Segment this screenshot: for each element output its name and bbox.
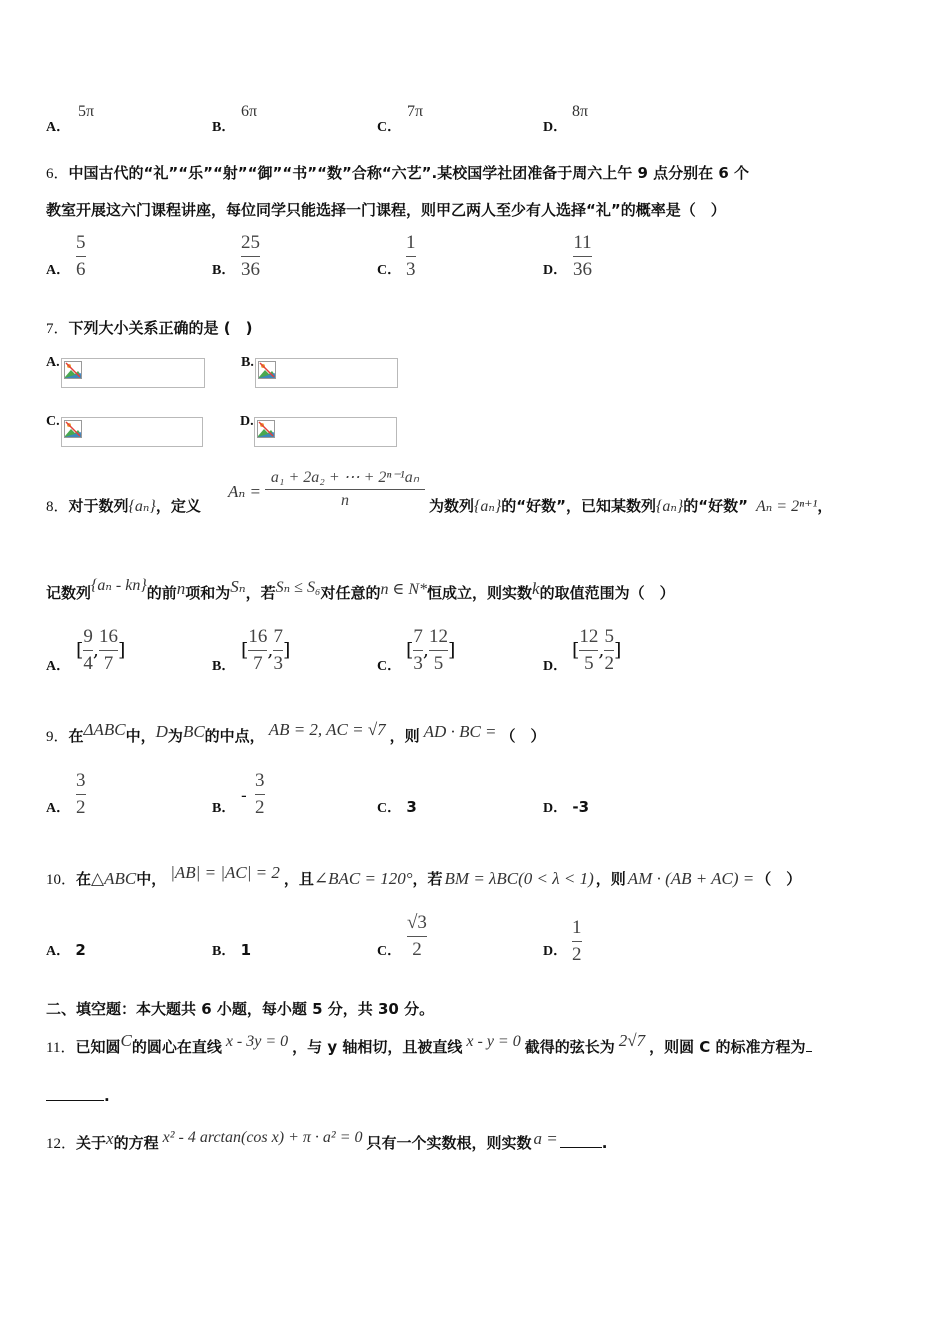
q7-option-b-image xyxy=(255,358,398,388)
q10-option-d-label: D． xyxy=(543,944,568,959)
q10-stem: 10．在△ABC中， |AB| = |AC| = 2 ，且∠BAC = 120°，若 BM = λBC(0 < λ < 1) ，则 AM · (AB + AC) = （ ） xyxy=(46,863,802,888)
q7-option-b-label: B. xyxy=(241,355,254,370)
option-label: D． xyxy=(543,120,568,135)
q9-option-a-label: A． xyxy=(46,801,71,816)
question-number: 11． xyxy=(46,1040,76,1056)
q7-stem xyxy=(46,317,252,338)
numerator: 25 xyxy=(241,232,260,253)
question-text: 下列大小关系正确的是 ( ) xyxy=(68,319,253,337)
q11-stem: 11．已知圆C的圆心在直线 x - 3y = 0 ，与 y 轴相切，且被直线 x - y = 0 截得的弦长为 2√7 ，则圆 C 的标准方程为 xyxy=(46,1036,812,1057)
bracket: [ xyxy=(76,639,84,662)
q9-option-d: D． -3 xyxy=(543,798,590,816)
question-number: 8． xyxy=(46,499,69,515)
option-label: A． xyxy=(46,120,71,135)
denominator: 6 xyxy=(76,258,86,280)
q5-option-d-value: 8π xyxy=(572,103,589,120)
q7-option-c-image xyxy=(61,417,203,447)
question-number: 9． xyxy=(46,729,69,745)
broken-image-icon xyxy=(258,361,276,379)
q5-option-c-value: 7π xyxy=(407,103,424,120)
denominator: 3 xyxy=(406,258,416,280)
q6-option-a-label: A． xyxy=(46,263,71,278)
q5-option-c xyxy=(377,116,401,136)
q5-option-d xyxy=(543,116,567,136)
denominator: n xyxy=(341,492,349,510)
q10-option-b: B． 1 xyxy=(212,941,252,959)
question-number: 6． xyxy=(46,166,69,182)
sequence-symbol: {aₙ - kn} xyxy=(91,577,147,594)
q8-line1-end: 为数列{aₙ}的“好数”，已知某数列{aₙ}的“好数” Aₙ = 2ⁿ⁺¹， xyxy=(429,497,833,515)
q8-option-c-interval: [ $\frac{7}{3}$ , $\frac{12}{5}$ ] xyxy=(406,626,456,674)
q9-option-b-label: B． xyxy=(212,801,236,816)
q6-option-d-label: D． xyxy=(543,263,568,278)
inequality: Sₙ ≤ S₆ xyxy=(275,579,321,596)
q6-option-c-label: C． xyxy=(377,263,402,278)
broken-image-icon xyxy=(64,361,82,379)
q8-line2: 记数列{aₙ - kn}的前n项和为Sₙ，若Sₙ ≤ S₆对任意的n ∈ N*恒成立，则实数k的取值范围为（ ） xyxy=(46,577,675,602)
section-heading: 二、填空题：本大题共 6 小题，每小题 5 分，共 30 分。 xyxy=(46,1000,435,1018)
q9-option-c: C． 3 xyxy=(377,798,417,816)
q6-option-b-fraction xyxy=(241,232,260,281)
denominator: 36 xyxy=(573,258,592,280)
q8-option-d-label: D． xyxy=(543,659,568,674)
q6-line2: 教室开展这六门课程讲座，每位同学只能选择一门课程，则甲乙两人至少有人选择“礼”的概率是（ ） xyxy=(46,201,726,219)
q6-option-c-fraction xyxy=(406,232,416,281)
q6-option-a-fraction xyxy=(76,232,86,281)
q5-option-b-value: 6π xyxy=(241,103,258,120)
numerator: 5 xyxy=(76,232,86,253)
q7-option-a-image xyxy=(61,358,205,388)
q6-option-d-fraction xyxy=(573,232,592,281)
q5-option-a xyxy=(46,116,70,136)
q7-option-d-image xyxy=(254,417,397,447)
option-label: C． xyxy=(377,120,402,135)
equation: x² - 4 arctan(cos x) + π · a² = 0 xyxy=(162,1129,363,1146)
q5-option-a-value: 5π xyxy=(78,103,95,120)
q10-option-a: A． 2 xyxy=(46,941,86,959)
broken-image-icon xyxy=(257,420,275,438)
question-number: 12． xyxy=(46,1136,77,1152)
q9-option-a-fraction: 3 2 xyxy=(76,770,86,818)
q9-option-b-fraction: 3 2 xyxy=(255,770,265,818)
q8-An-symbol: Aₙ = xyxy=(228,482,261,501)
q12-stem: 12．关于x的方程 x² - 4 arctan(cos x) + π · a² = 0 只有一个实数根，则实数 a = . xyxy=(46,1129,608,1152)
q8-option-b-label: B． xyxy=(212,659,236,674)
q6-line1 xyxy=(46,162,749,183)
sequence-symbol: {aₙ} xyxy=(128,498,156,515)
numerator: a₁ + 2a₂ + ⋯ + 2ⁿ⁻¹aₙ xyxy=(270,469,420,486)
question-number: 7． xyxy=(46,321,69,337)
q8-option-a-interval: [ $\frac{9}{4}$ , $\frac{16}{7}$ ] xyxy=(76,626,126,674)
numerator: 11 xyxy=(573,232,592,253)
good-number-formula: Aₙ = 2ⁿ⁺¹ xyxy=(756,498,818,515)
q10-option-c-fraction: √3 2 xyxy=(407,912,427,960)
q7-option-d-label: D. xyxy=(240,414,254,429)
answer-blank[interactable] xyxy=(560,1147,602,1148)
q8-option-d-interval: [ $\frac{12}{5}$ , $\frac{5}{2}$ ] xyxy=(572,626,622,674)
denominator: 36 xyxy=(241,258,260,280)
q5-option-b xyxy=(212,116,235,136)
answer-blank[interactable] xyxy=(46,1100,104,1101)
q9-stem: 9．在ΔABC中，D为BC的中点， AB = 2, AC = √7 ，则 AD · BC = （ ） xyxy=(46,720,546,745)
q6-option-b-label: B． xyxy=(212,263,236,278)
q10-option-c-label: C． xyxy=(377,944,402,959)
q10-option-d-fraction: 1 2 xyxy=(572,917,582,965)
q7-option-c-label: C. xyxy=(46,414,60,429)
q8-option-a-label: A． xyxy=(46,659,71,674)
answer-blank[interactable] xyxy=(806,1051,812,1052)
broken-image-icon xyxy=(64,420,82,438)
question-number: 10． xyxy=(46,872,77,888)
numerator: 1 xyxy=(406,232,416,253)
q11-continuation: . xyxy=(46,1087,110,1105)
q8-line1-start: 8．对于数列{aₙ}，定义 xyxy=(46,497,201,515)
option-label: B． xyxy=(212,120,236,135)
q7-option-a-label: A. xyxy=(46,355,60,370)
q8-option-b-interval: [ $\frac{16}{7}$ , $\frac{7}{3}$ ] xyxy=(241,626,291,674)
question-text: 中国古代的“礼”“乐”“射”“御”“书”“数”合称“六艺”.某校国学社团准备于周六上午 9 点分别在 6 个 xyxy=(68,164,749,182)
minus-sign: - xyxy=(241,786,247,806)
q8-option-c-label: C． xyxy=(377,659,402,674)
q8-definition-fraction xyxy=(265,469,425,511)
